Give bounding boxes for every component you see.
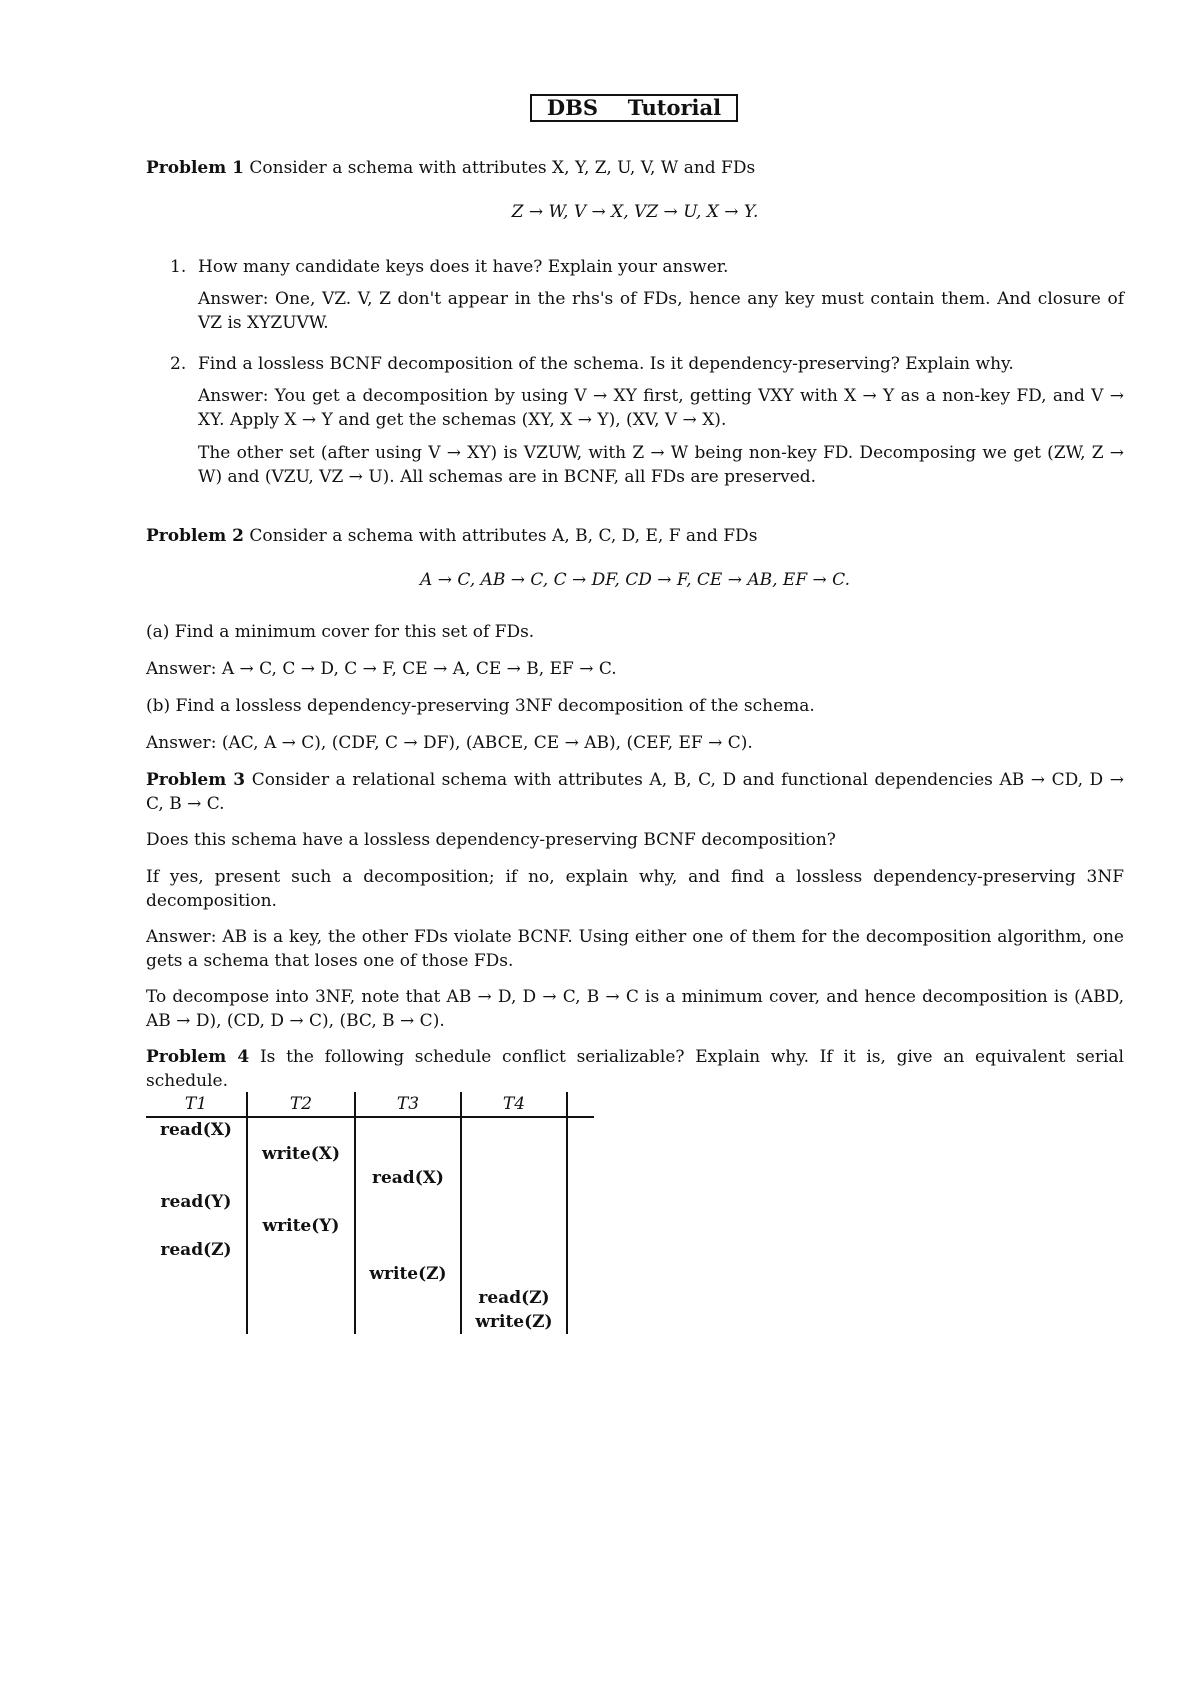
problem-3-answer-1: Answer: AB is a key, the other FDs violate BCNF. Using either one of them for the decomposition algorithm, one gets a schema that loses one of those FDs. [146,927,1124,971]
schedule-header-row [146,1092,594,1117]
problem-1-intro [146,156,755,180]
problem-3-intro [146,768,1124,816]
schedule-cell [355,1190,461,1214]
schedule-cell [146,1310,247,1334]
document-title [530,94,738,122]
schedule-cell [247,1238,355,1262]
question-1-text: How many candidate keys does it have? Explain your answer. [198,257,729,277]
schedule-cell [247,1166,355,1190]
table-row [146,1117,594,1142]
schedule-cell [461,1117,567,1142]
table-row [146,1310,594,1334]
schedule-cell-empty [567,1262,594,1286]
table-row [146,1262,594,1286]
problem-2-label: Problem 2 [146,526,244,546]
problem-3-label: Problem 3 [146,770,246,790]
schedule-cell [461,1214,567,1238]
schedule-cell [247,1262,355,1286]
schedule-cell-empty [567,1238,594,1262]
schedule-cell [146,1286,247,1310]
title-right: Tutorial [627,95,722,120]
schedule-cell: write(X) [247,1142,355,1166]
problem-3-question: Does this schema have a lossless dependency-preserving BCNF decomposition? [146,830,836,850]
schedule-cell [461,1190,567,1214]
schedule-cell: write(Z) [461,1310,567,1334]
question-1-number: 1. [170,257,187,277]
question-2-text: Find a lossless BCNF decomposition of the schema. Is it dependency-preserving? Explain why. [198,354,1014,374]
schedule-cell [461,1262,567,1286]
schedule-cell-empty [567,1310,594,1334]
schedule-cell: read(Y) [146,1190,247,1214]
problem-1-fds: Z → W, V → X, VZ → U, X → Y. [511,202,759,222]
schedule-cell: read(X) [355,1166,461,1190]
schedule-cell-empty [567,1214,594,1238]
table-row [146,1142,594,1166]
question-1-answer: Answer: One, VZ. V, Z don't appear in the rhs's of FDs, hence any key must contain them. And closure of VZ is XYZUVW. [198,289,1124,333]
schedule-cell [247,1117,355,1142]
table-row [146,1190,594,1214]
schedule-table [146,1092,594,1334]
table-row [146,1238,594,1262]
schedule-cell [355,1214,461,1238]
schedule-cell [355,1117,461,1142]
table-row [146,1214,594,1238]
schedule-cell-empty [567,1166,594,1190]
schedule-cell: read(X) [146,1117,247,1142]
problem-4-intro [146,1045,1124,1093]
schedule-cell-empty [567,1190,594,1214]
question-2-answer-a: Answer: You get a decomposition by using V → XY first, getting VXY with X → Y as a non-key FD, and V → XY. Apply X → Y and get the schemas (XY, X → Y), (XV, V → X). [198,386,1124,430]
schedule-header-empty [567,1092,594,1117]
schedule-cell [146,1262,247,1286]
schedule-cell [355,1286,461,1310]
problem-1-intro-text: Consider a schema with attributes X, Y, Z, U, V, W and FDs [249,158,756,178]
problem-4-intro-text: Is the following schedule conflict serializable? Explain why. If it is, give an equivalent serial schedule. [146,1047,1124,1091]
schedule-cell: write(Y) [247,1214,355,1238]
schedule-cell [247,1286,355,1310]
schedule-cell-empty [567,1286,594,1310]
schedule-cell [461,1166,567,1190]
schedule-cell: write(Z) [355,1262,461,1286]
problem-2-question-b: (b) Find a lossless dependency-preserving 3NF decomposition of the schema. [146,696,815,716]
problem-3-answer-2: To decompose into 3NF, note that AB → D, D → C, B → C is a minimum cover, and hence decomposition is (ABD, AB → D), (CD, D → C), (BC, B → C). [146,987,1124,1031]
schedule-header-t4: T4 [461,1092,567,1117]
schedule-cell [247,1190,355,1214]
schedule-cell [355,1142,461,1166]
schedule-cell: read(Z) [146,1238,247,1262]
problem-2-intro-text: Consider a schema with attributes A, B, C, D, E, F and FDs [249,526,758,546]
question-2-number: 2. [170,354,187,374]
schedule-header-t3: T3 [355,1092,461,1117]
schedule-cell: read(Z) [461,1286,567,1310]
schedule-cell [461,1142,567,1166]
schedule-header-t2: T2 [247,1092,355,1117]
problem-2-question-a: (a) Find a minimum cover for this set of FDs. [146,622,535,642]
schedule-cell [461,1238,567,1262]
table-row [146,1286,594,1310]
schedule-cell [146,1214,247,1238]
problem-2-intro [146,524,757,548]
schedule-cell-empty [567,1117,594,1142]
schedule-cell [146,1166,247,1190]
schedule-cell [355,1238,461,1262]
table-row [146,1166,594,1190]
schedule-cell-empty [567,1142,594,1166]
problem-3-question-2: If yes, present such a decomposition; if no, explain why, and find a lossless dependency-preserving 3NF decomposition. [146,867,1124,911]
problem-4-label: Problem 4 [146,1047,250,1067]
problem-2-answer-b: Answer: (AC, A → C), (CDF, C → DF), (ABCE, CE → AB), (CEF, EF → C). [146,733,753,753]
schedule-header-t1: T1 [146,1092,247,1117]
problem-2-answer-a: Answer: A → C, C → D, C → F, CE → A, CE → B, EF → C. [146,659,617,679]
problem-1-label: Problem 1 [146,158,244,178]
schedule-cell [355,1310,461,1334]
schedule-cell [247,1310,355,1334]
title-left: DBS [546,95,599,120]
schedule-cell [146,1142,247,1166]
question-2-answer-b: The other set (after using V → XY) is VZUW, with Z → W being non-key FD. Decomposing we get (ZW, Z → W) and (VZU, VZ → U). All schemas are in BCNF, all FDs are preserved. [198,443,1124,487]
problem-2-fds: A → C, AB → C, C → DF, CD → F, CE → AB, EF → C. [420,570,850,590]
problem-3-intro-text: Consider a relational schema with attributes A, B, C, D and functional dependencies AB → CD, D → C, B → C. [146,770,1124,814]
